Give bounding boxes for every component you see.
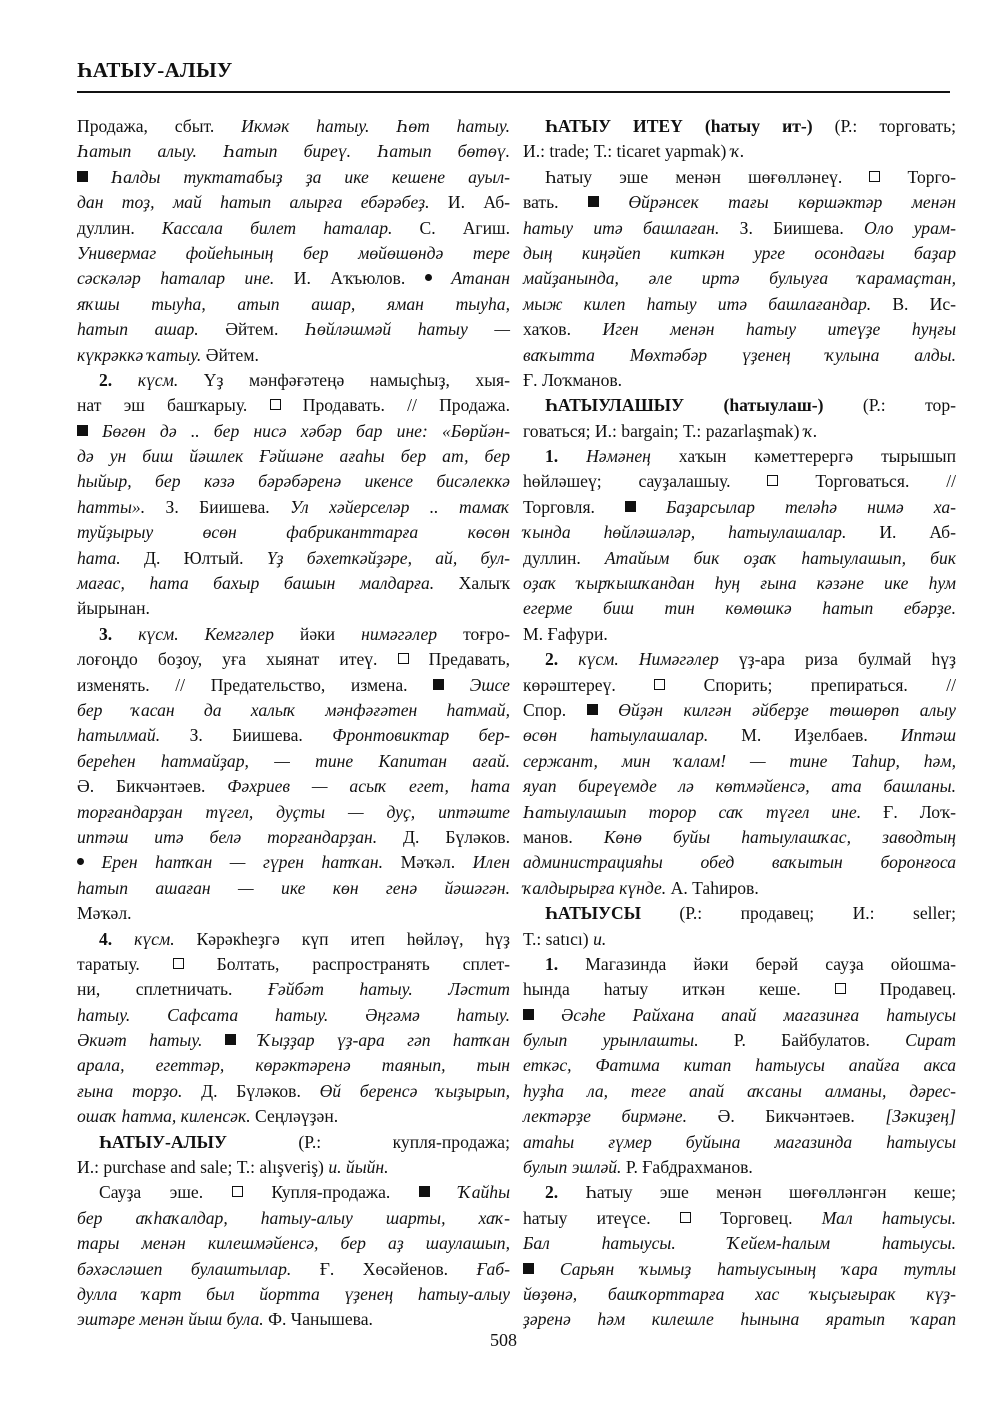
text-line bbox=[523, 1104, 956, 1129]
text: таратыу. bbox=[77, 953, 173, 974]
text-line bbox=[523, 241, 956, 266]
text-line bbox=[523, 977, 956, 1002]
italic-text: Өйрәнсек тағы көршәктәр менән bbox=[598, 192, 956, 213]
text-line bbox=[523, 165, 956, 190]
example-marker-icon bbox=[523, 1263, 534, 1274]
text: Торговля. bbox=[523, 496, 625, 517]
text: Әйтем. bbox=[205, 344, 259, 365]
italic-text: майҙанында, әле иртә булыуға ҡарамаҫтан, bbox=[523, 268, 956, 289]
text: Болтать, распространять сплет- bbox=[183, 953, 510, 974]
headword: ҺАТЫУ ИТЕҮ (һатыу ит-) bbox=[545, 116, 813, 136]
text-line bbox=[523, 901, 956, 926]
text-line bbox=[77, 571, 510, 596]
text: И.: trade; Т.: ticaret yapmak) bbox=[523, 141, 731, 162]
text-line bbox=[77, 1307, 510, 1332]
italic-text: Әкиәт һатыу. bbox=[77, 1030, 225, 1051]
italic-text: Ерен һатҡан — гүрен һатҡан. bbox=[84, 852, 401, 873]
text-line bbox=[77, 723, 510, 748]
text: З. Биишева. bbox=[165, 496, 291, 517]
text-line bbox=[77, 292, 510, 317]
italic-text: яуап биреүемде лә көтмәйенсә, ата башланы. bbox=[523, 776, 956, 797]
italic-text: Атанан bbox=[431, 268, 511, 289]
italic-text: мағас, һата бахыр башын малдарға. bbox=[77, 573, 459, 594]
italic-text: Ҡыҙҙар үҙ-ара гәп һатҡан bbox=[235, 1030, 510, 1051]
text: Т.: satıcı) bbox=[523, 928, 594, 949]
italic-text: күсм. bbox=[134, 928, 197, 949]
italic-text: Өйҙән килгән әйберҙе төшөрөп алыу bbox=[597, 699, 956, 720]
text-line bbox=[77, 546, 510, 571]
italic-text: сержант, мин ҡалам! — тине Таһир, һәм, bbox=[523, 750, 956, 771]
text-line bbox=[77, 495, 510, 520]
italic-text: торғандарҙан түгел, дуҫты — дуҫ, иптәште bbox=[77, 801, 510, 822]
italic-text: иптәш итә белә торғандарҙан. bbox=[77, 826, 404, 847]
text-line bbox=[77, 1231, 510, 1256]
italic-text: ошаҡ һатма, киленсәк. bbox=[77, 1106, 255, 1127]
text: Д. Бүләков. bbox=[201, 1080, 320, 1101]
text-line bbox=[523, 1079, 956, 1104]
text-line bbox=[77, 241, 510, 266]
text: йәки bbox=[299, 623, 362, 644]
text: Спор. bbox=[523, 699, 587, 720]
text-line bbox=[523, 927, 956, 952]
italic-text: Ҡайһы bbox=[429, 1182, 510, 1203]
text: хаҡов. bbox=[523, 319, 603, 340]
italic-text: күкрәккә ҡатыу. bbox=[77, 344, 206, 365]
italic-text: мыж килеп һатыу итә башлағандар. bbox=[523, 293, 893, 314]
text: Р. Байбулатов. bbox=[733, 1030, 906, 1051]
text: Халыҡ bbox=[458, 573, 510, 594]
italic-text: Баҙарсылар теләһә нимә ха- bbox=[636, 496, 956, 517]
italic-text: егерме биш тин көмөшкә һатып ебәрҙе. bbox=[523, 598, 956, 619]
text: И.: purchase and sale; Т.: alışveriş) bbox=[77, 1157, 329, 1178]
proverb-bullet-icon bbox=[425, 274, 432, 281]
italic-text: һатып ашаған — ике көн генә йәшәгән. bbox=[77, 877, 510, 898]
italic-text: Өй беренсә ҡыҙырып, bbox=[319, 1080, 510, 1101]
text-line bbox=[77, 1282, 510, 1307]
right-column bbox=[523, 114, 956, 1333]
translation-marker-icon bbox=[232, 1186, 243, 1197]
italic-text: ҡ. bbox=[803, 420, 818, 441]
italic-text: бәхәсләшеп булаштылар. bbox=[77, 1258, 320, 1279]
text-line bbox=[77, 1206, 510, 1231]
text-line bbox=[77, 266, 510, 291]
text: С. Агиш. bbox=[419, 217, 510, 238]
text: һөйләшеү; сауҙалашыу. bbox=[523, 471, 768, 492]
text-line bbox=[523, 216, 956, 241]
text: Ғ. Хөсәйенов. bbox=[319, 1258, 477, 1279]
text-line bbox=[523, 850, 956, 875]
italic-text: Бал һатыусы. Ҡейем-һалым һатыусы. bbox=[523, 1233, 956, 1254]
text-line bbox=[77, 190, 510, 215]
text: Предавать, bbox=[408, 649, 510, 670]
headword: 4. bbox=[99, 928, 135, 949]
italic-text: еткәс, Фатима китап һатыусы апайға акса bbox=[523, 1055, 956, 1076]
italic-text: Мал һатыусы. bbox=[821, 1207, 957, 1228]
text: М. Иҙелбаев. bbox=[741, 725, 901, 746]
text: нат эш башҡарыу. bbox=[77, 395, 270, 416]
text-line bbox=[77, 165, 510, 190]
italic-text: Фронтовиктар бер- bbox=[332, 725, 510, 746]
italic-text: бер ҡасан да халыҡ мәнфәғәтен һатмай, bbox=[77, 699, 510, 720]
text: Ә. Бикчәнтәев. bbox=[717, 1106, 886, 1127]
page-number: 508 bbox=[490, 1330, 517, 1350]
text-line bbox=[523, 1180, 956, 1205]
text-line bbox=[523, 190, 956, 215]
text: үҙ-ара риза булмай һүҙ bbox=[738, 649, 957, 670]
text-line bbox=[523, 495, 956, 520]
italic-text: Атайым бик оҙаҡ һатыулашып, бик bbox=[604, 547, 956, 568]
proverb-bullet-icon bbox=[77, 858, 84, 865]
left-column bbox=[77, 114, 510, 1333]
text-line bbox=[77, 393, 510, 418]
text-line bbox=[523, 139, 956, 164]
italic-text: Иптәш bbox=[900, 725, 957, 746]
italic-text: оҙаҡ ҡырҡышҡандан һуң ғына кәзәне ике һум bbox=[523, 573, 956, 594]
text: говаться; И.: bargain; Т.: pazarlaşmak) bbox=[523, 420, 804, 441]
text: Ә. Бикчәнтәев. bbox=[77, 776, 228, 797]
italic-text: Үҙ бәхеткәйҙәре, ай, бул- bbox=[266, 547, 510, 568]
text-line bbox=[77, 343, 510, 368]
text-line bbox=[77, 698, 510, 723]
text-line bbox=[523, 876, 956, 901]
translation-marker-icon bbox=[869, 171, 880, 182]
text: Торговец. bbox=[690, 1207, 822, 1228]
text-line bbox=[77, 977, 510, 1002]
italic-text: һыйыр, бер кәзә бәрәбәренә икенсе бисәлеккә bbox=[77, 471, 510, 492]
italic-text: тары менән килешмәйенсә, бер аҙ шаулашып, bbox=[77, 1233, 510, 1254]
text: И. Аҡъюлов. bbox=[293, 268, 425, 289]
example-marker-icon bbox=[77, 171, 88, 182]
italic-text: күсм. bbox=[137, 369, 204, 390]
text-line bbox=[523, 393, 956, 418]
text: вать. bbox=[523, 192, 588, 213]
italic-text: һатып ашар. bbox=[77, 319, 226, 340]
italic-text: дан тоҙ, май һатып алырға ебәрәбеҙ. bbox=[77, 192, 448, 213]
translation-marker-icon bbox=[270, 399, 281, 410]
text: Мәҡәл. bbox=[400, 852, 473, 873]
italic-text: ҙәренә һәм килешле һынына яратып ҡарап bbox=[523, 1309, 956, 1330]
text-line bbox=[77, 622, 510, 647]
text-line bbox=[77, 1053, 510, 1078]
text: Д. Бүләков. bbox=[403, 826, 510, 847]
text: Продавать. // Продажа. bbox=[280, 395, 510, 416]
text-line bbox=[77, 469, 510, 494]
italic-text: береһен һатмайҙар, — тине Капитан ағай. bbox=[77, 750, 510, 771]
text-line bbox=[523, 292, 956, 317]
text-line bbox=[523, 622, 956, 647]
text: Һатыу эше менән шөғөлләнеү. bbox=[545, 166, 870, 187]
text: Әйтем. bbox=[225, 319, 305, 340]
text-line bbox=[523, 1282, 956, 1307]
italic-text: һатылмай. bbox=[77, 725, 190, 746]
italic-text: нимәгәлер bbox=[361, 623, 464, 644]
text-line bbox=[523, 825, 956, 850]
text: Р. Ғабдрахманов. bbox=[625, 1157, 753, 1178]
italic-text: Нәмәнең bbox=[586, 446, 679, 467]
example-marker-icon bbox=[523, 1009, 534, 1020]
italic-text: һуҙһа ла, теге апай аҡсаны алманы, дәрес- bbox=[523, 1080, 956, 1101]
text-line bbox=[523, 266, 956, 291]
text-line bbox=[523, 1003, 956, 1028]
italic-text: администрацияһы обед ваҡытын боронғоса bbox=[523, 852, 956, 873]
text-line bbox=[77, 114, 510, 139]
italic-text: булып урынлашты. bbox=[523, 1030, 734, 1051]
text: Продавец. bbox=[845, 979, 956, 1000]
text: Магазинда йәки берәй сауҙа ойошма- bbox=[585, 953, 956, 974]
translation-marker-icon bbox=[680, 1212, 691, 1223]
text: (Р.: купля-продажа; bbox=[226, 1131, 510, 1152]
italic-text: Сират bbox=[905, 1030, 956, 1051]
italic-text: Һатыулашып торор саҡ түгел ине. bbox=[523, 801, 884, 822]
translation-marker-icon bbox=[173, 958, 184, 969]
text-line bbox=[523, 1130, 956, 1155]
text: Торго- bbox=[880, 166, 956, 187]
text: Кәрәкһеҙгә күп итеп һөйләү, һүҙ bbox=[196, 928, 510, 949]
italic-text: Ул хәйерселәр .. тамаҡ bbox=[290, 496, 510, 517]
italic-text: ғына торҙо. bbox=[77, 1080, 202, 1101]
italic-text: Иген менән һатыу итеүҙе һуңғы bbox=[602, 319, 956, 340]
italic-text: Оло урам- bbox=[864, 217, 956, 238]
text: Сеңләүҙән. bbox=[255, 1106, 339, 1127]
text: Торговаться. // bbox=[778, 471, 956, 492]
translation-marker-icon bbox=[767, 475, 778, 486]
italic-text: Һатып алыу. Һатып биреү. Һатып бөтөү. bbox=[77, 141, 510, 162]
italic-text: йөҙөнә, башҡорттарға хас ҡыҫығырак күҙ- bbox=[523, 1283, 956, 1304]
text: З. Биишева. bbox=[739, 217, 865, 238]
text-line bbox=[77, 850, 510, 875]
italic-text: Икмәк һатыу. Һөт һатыу. bbox=[241, 116, 510, 136]
text-line bbox=[523, 317, 956, 342]
italic-text: Бөгөн дә .. бер нисә хәбәр бар ине: «Бөрйән- bbox=[88, 420, 510, 441]
text-line bbox=[77, 749, 510, 774]
text-line bbox=[77, 825, 510, 850]
example-marker-icon bbox=[225, 1034, 236, 1045]
italic-text: туйҙырыу өсөн фабриканттарға көсөн bbox=[77, 522, 510, 543]
text: манов. bbox=[523, 826, 604, 847]
italic-text: яҡшы тыуһа, атып ашар, яман тыуһа, bbox=[77, 293, 510, 314]
example-marker-icon bbox=[433, 679, 444, 690]
text-line bbox=[523, 469, 956, 494]
text: Д. Юлтый. bbox=[143, 547, 267, 568]
italic-text: ҡында һөйләшәләр, һатыулашалар. bbox=[523, 522, 880, 543]
headword: 1. bbox=[545, 446, 587, 467]
text: ни, сплетничать. bbox=[77, 979, 268, 1000]
text: (Р.: тор- bbox=[823, 395, 957, 416]
italic-text: күсм. Кемгәлер bbox=[138, 623, 300, 644]
italic-text: арала, егеттәр, көрәктәренә таянып, тын bbox=[77, 1055, 510, 1076]
text-line bbox=[77, 800, 510, 825]
text-line bbox=[523, 1231, 956, 1256]
italic-text: һатыу итә башлаған. bbox=[523, 217, 740, 238]
translation-marker-icon bbox=[835, 983, 846, 994]
text-line bbox=[77, 139, 510, 164]
text: Ғ. Лоҡманов. bbox=[523, 369, 623, 390]
italic-text: и. bbox=[593, 928, 607, 949]
text-line bbox=[523, 698, 956, 723]
translation-marker-icon bbox=[654, 679, 665, 690]
example-marker-icon bbox=[419, 1186, 430, 1197]
text-line bbox=[77, 1180, 510, 1205]
text-line bbox=[523, 774, 956, 799]
text: З. Биишева. bbox=[189, 725, 333, 746]
italic-text: Һалды туктатабыҙ ҙа ике кешене ауыл- bbox=[88, 166, 510, 187]
italic-text: ҡалдырырға күнде. bbox=[523, 877, 671, 898]
example-marker-icon bbox=[77, 425, 88, 436]
text-line bbox=[77, 1155, 510, 1180]
text-line bbox=[523, 546, 956, 571]
text-line bbox=[77, 520, 510, 545]
text: лоғоңдо боҙоу, уға хыянат итеү. bbox=[77, 649, 398, 670]
text: һында һатыу иткән кеше. bbox=[523, 979, 835, 1000]
italic-text: Фәхриев — асыҡ егет, һата bbox=[227, 776, 510, 797]
headword: 1. bbox=[545, 953, 586, 974]
italic-text: булып эшләй. bbox=[523, 1157, 626, 1178]
italic-text: һатты». bbox=[77, 496, 166, 517]
running-head: ҺАТЫУ-АЛЫУ bbox=[77, 58, 233, 82]
text-line bbox=[523, 444, 956, 469]
italic-text: Сарьян ҡымыҙ һатыусының ҡара тутлы bbox=[534, 1258, 956, 1279]
text-line bbox=[523, 343, 956, 368]
italic-text: Әсәһе Райхана апай магазинға һатыусы bbox=[534, 1004, 956, 1025]
text-line bbox=[77, 1079, 510, 1104]
text-line bbox=[523, 1028, 956, 1053]
text: Спорить; препираться. // bbox=[665, 674, 956, 695]
example-marker-icon bbox=[588, 196, 599, 207]
text-line bbox=[77, 596, 510, 621]
header-rule bbox=[77, 91, 950, 93]
italic-text: Көнө буйы һатыулашҡас, заводтың bbox=[603, 826, 957, 847]
text: И. Аб- bbox=[447, 192, 511, 213]
italic-text: Кассала билет һаталар. bbox=[161, 217, 420, 238]
text-line bbox=[523, 1257, 956, 1282]
italic-text: Ғәйбәт һатыу. Ләстит bbox=[267, 979, 510, 1000]
text: Һатыу эше менән шөғөлләнгән кеше; bbox=[585, 1182, 956, 1203]
text-line bbox=[77, 647, 510, 672]
text: йырынан. bbox=[77, 598, 150, 619]
text-line bbox=[77, 216, 510, 241]
italic-text: күсм. Нимәгәлер bbox=[578, 649, 739, 670]
headword: 2. bbox=[545, 1182, 586, 1203]
italic-text: Илен bbox=[472, 852, 510, 873]
translation-marker-icon bbox=[398, 653, 409, 664]
text-line bbox=[77, 1003, 510, 1028]
italic-text: [Зәкиҙең] bbox=[885, 1106, 956, 1127]
text-line bbox=[523, 114, 956, 139]
text-line bbox=[77, 1028, 510, 1053]
text-line bbox=[523, 368, 956, 393]
text-line bbox=[523, 749, 956, 774]
text: дуллин. bbox=[77, 217, 162, 238]
text: (Р.: продавец; И.: seller; bbox=[640, 903, 956, 924]
text: Ф. Чанышева. bbox=[268, 1309, 373, 1330]
italic-text: Эшсе bbox=[444, 674, 510, 695]
italic-text: дың киңәйеп киткән урге осондағы баҙар bbox=[523, 242, 956, 263]
italic-text: һата. bbox=[77, 547, 144, 568]
headword: 3. bbox=[99, 623, 139, 644]
text-line bbox=[77, 774, 510, 799]
italic-text: дә ун биш йәшлек Ғәйшәне ағаһы бер ат, бер bbox=[77, 446, 510, 467]
italic-text: сәскәләр һаталар ине. bbox=[77, 268, 294, 289]
text: (Р.: торговать; bbox=[812, 116, 956, 136]
text: А. Таһиров. bbox=[670, 877, 759, 898]
italic-text: атаһы ғүмер буйына магазинда һатыусы bbox=[523, 1131, 956, 1152]
italic-text: Универмаг фойеһының бер мөйөшөндә тере bbox=[77, 242, 510, 263]
text: М. Ғафури. bbox=[523, 623, 608, 644]
text: Мәҡәл. bbox=[77, 903, 132, 924]
text: Ғ. Лоҡ- bbox=[883, 801, 956, 822]
headword: ҺАТЫУ-АЛЫУ bbox=[99, 1131, 227, 1152]
text-line bbox=[523, 952, 956, 977]
text-line bbox=[77, 952, 510, 977]
example-marker-icon bbox=[625, 501, 636, 512]
text-line bbox=[523, 1206, 956, 1231]
italic-text: һатыу. Сафсата һатыу. Әңгәмә һатыу. bbox=[77, 1004, 510, 1025]
text: тоғро- bbox=[463, 623, 510, 644]
text: хаҡын кәметтерергә тырышып bbox=[678, 446, 956, 467]
text-line bbox=[77, 1104, 510, 1129]
text-line bbox=[77, 1130, 510, 1155]
italic-text: Ғаб- bbox=[476, 1258, 510, 1279]
italic-text: дулла ҡарт был йортта үҙенең һатыу-алыу bbox=[77, 1283, 510, 1304]
text: Сауҙа эше. bbox=[99, 1182, 232, 1203]
text-line bbox=[523, 571, 956, 596]
text-line bbox=[523, 1307, 956, 1332]
text-line bbox=[77, 673, 510, 698]
italic-text: ҡ. bbox=[730, 141, 745, 162]
text: Купля-продажа. bbox=[242, 1182, 419, 1203]
text-line bbox=[523, 596, 956, 621]
text-line bbox=[77, 1257, 510, 1282]
italic-text: эштәре менән йыш була. bbox=[77, 1309, 269, 1330]
text: И. Аб- bbox=[879, 522, 956, 543]
text-line bbox=[77, 419, 510, 444]
text-line bbox=[523, 419, 956, 444]
example-marker-icon bbox=[587, 704, 598, 715]
text-line bbox=[77, 927, 510, 952]
text-line bbox=[523, 673, 956, 698]
italic-text: лектәрҙе бирмәне. bbox=[523, 1106, 718, 1127]
text-line bbox=[523, 1155, 956, 1180]
headword: ҺАТЫУЛАШЫУ (һатыулаш-) bbox=[545, 395, 824, 416]
italic-text: и. йыйн. bbox=[328, 1157, 389, 1178]
headword: ҺАТЫУСЫ bbox=[545, 903, 641, 924]
headword: 2. bbox=[545, 649, 579, 670]
text-line bbox=[77, 317, 510, 342]
text-line bbox=[523, 647, 956, 672]
text-line bbox=[77, 876, 510, 901]
text-line bbox=[77, 901, 510, 926]
italic-text: Һөйләшмәй һатыу — bbox=[304, 319, 510, 340]
italic-text: ваҡытта Мөхтәбәр үҙенең ҡулына алды. bbox=[523, 344, 956, 365]
text-line bbox=[523, 723, 956, 748]
text: Продажа, сбыт. bbox=[77, 116, 242, 136]
text: В. Ис- bbox=[892, 293, 956, 314]
text: көрәштереү. bbox=[523, 674, 655, 695]
text-line bbox=[523, 800, 956, 825]
text: изменять. // Предательство, измена. bbox=[77, 674, 434, 695]
text: һатыу итеүсе. bbox=[523, 1207, 680, 1228]
italic-text: бер аҡһаҡалдар, һатыу-алыу шарты, хаҡ- bbox=[77, 1207, 510, 1228]
text: Үҙ мәнфәғәтеңә намыҫһыҙ, хыя- bbox=[203, 369, 510, 390]
text-line bbox=[77, 444, 510, 469]
text: дуллин. bbox=[523, 547, 605, 568]
text-line bbox=[77, 368, 510, 393]
italic-text: өсөн һатыулашалар. bbox=[523, 725, 742, 746]
headword: 2. bbox=[99, 369, 138, 390]
text-line bbox=[523, 520, 956, 545]
text-line bbox=[523, 1053, 956, 1078]
